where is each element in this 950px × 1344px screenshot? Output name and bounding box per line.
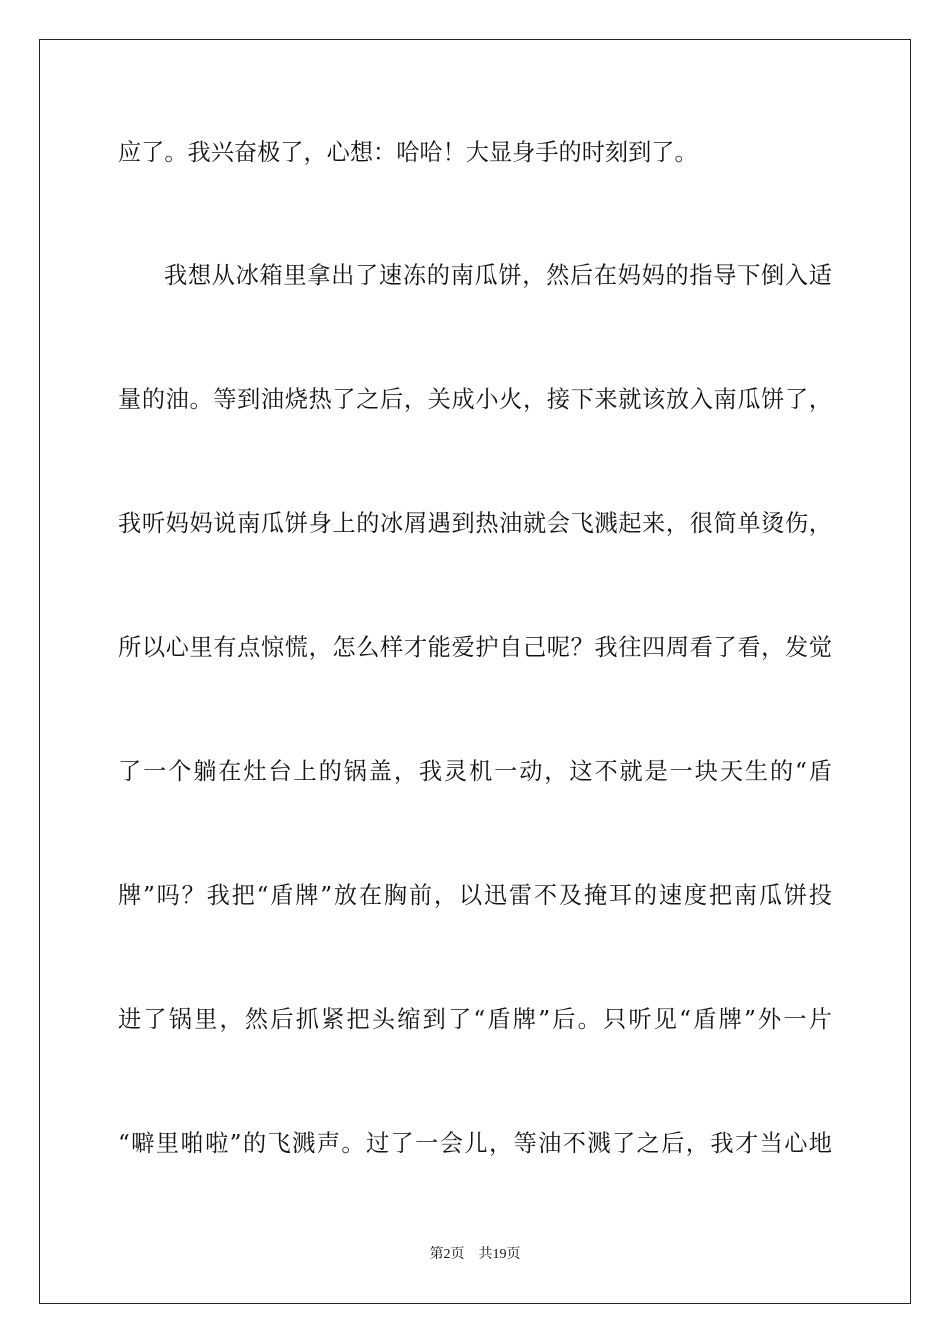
page-total: 共19页	[478, 1247, 521, 1262]
paragraph-line-9: “噼里啪啦”的飞溅声。过了一会儿，等油不溅了之后，我才当心地	[118, 1130, 832, 1157]
paragraph-line-7: 牌”吗？我把“盾牌”放在胸前，以迅雷不及掩耳的速度把南瓜饼投	[118, 882, 832, 909]
paragraph-line-8: 进了锅里，然后抓紧把头缩到了“盾牌”后。只听见“盾牌”外一片	[118, 1006, 832, 1033]
paragraph-line-1: 应了。我兴奋极了，心想：哈哈！大显身手的时刻到了。	[118, 139, 698, 166]
paragraph-line-4: 我听妈妈说南瓜饼身上的冰屑遇到热油就会飞溅起来，很简单烫伤，	[118, 510, 832, 537]
paragraph-line-6: 了一个躺在灶台上的锅盖，我灵机一动，这不就是一块天生的“盾	[118, 758, 832, 785]
page-footer	[0, 1245, 950, 1265]
paragraph-line-5: 所以心里有点惊慌，怎么样才能爱护自己呢？我往四周看了看，发觉	[118, 634, 832, 661]
page-number: 第2页	[429, 1247, 465, 1262]
paragraph-line-2: 我想从冰箱里拿出了速冻的南瓜饼，然后在妈妈的指导下倒入适	[164, 262, 832, 289]
page-border	[39, 39, 911, 1304]
paragraph-line-3: 量的油。等到油烧热了之后，关成小火，接下来就该放入南瓜饼了，	[118, 386, 832, 413]
